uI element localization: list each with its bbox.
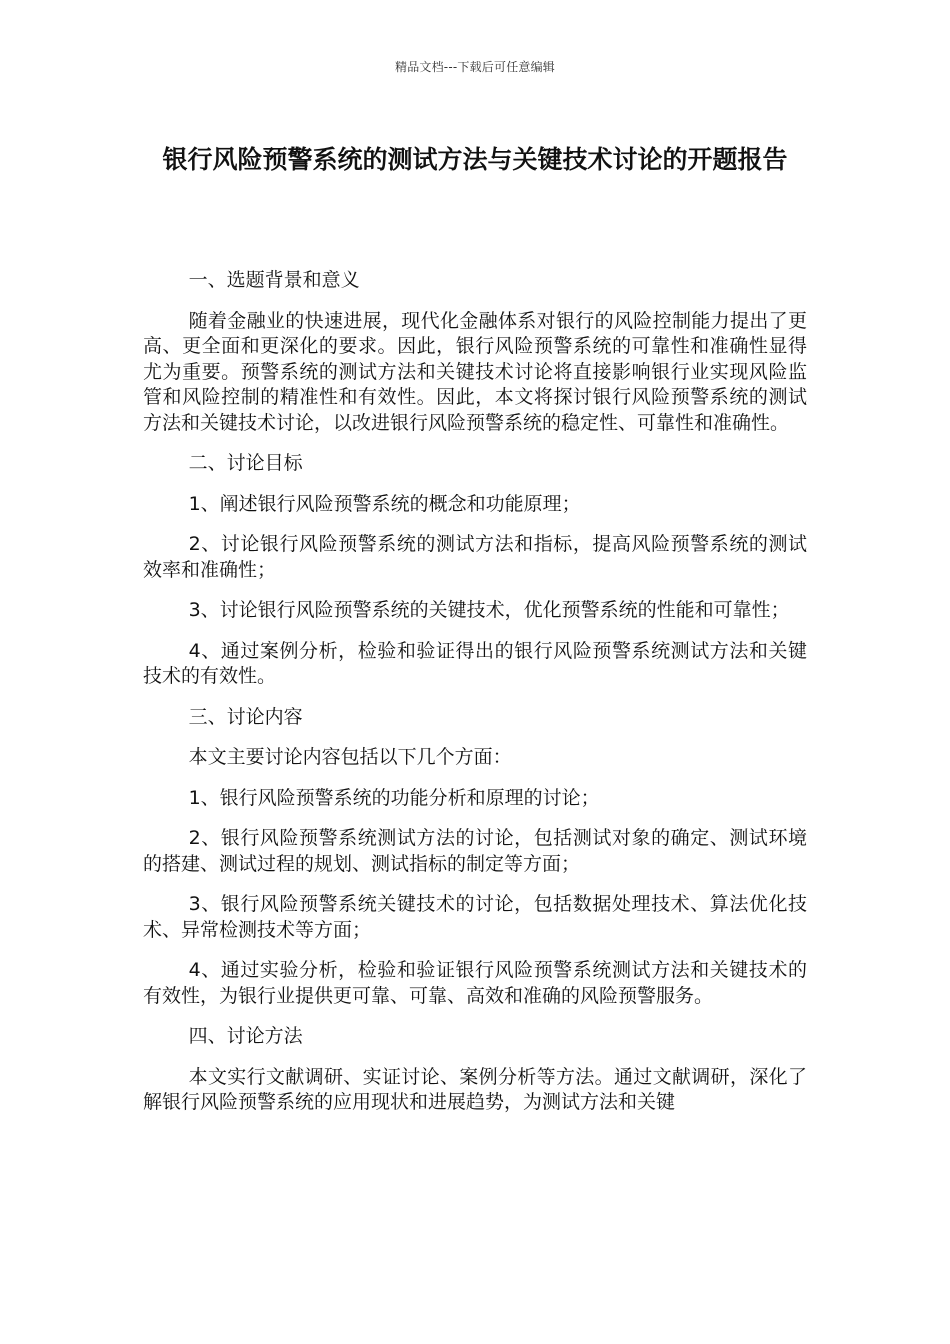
content-item: 3、银行风险预警系统关键技术的讨论，包括数据处理技术、算法优化技术、异常检测技术等方面；	[143, 893, 807, 941]
objective-item: 2、讨论银行风险预警系统的测试方法和指标，提高风险预警系统的测试效率和准确性；	[143, 533, 807, 581]
objective-item: 4、通过案例分析，检验和验证得出的银行风险预警系统测试方法和关键技术的有效性。	[143, 639, 807, 687]
header-note: 精品文档---下载后可任意编辑	[395, 60, 555, 74]
methods-paragraph: 本文实行文献调研、实证讨论、案例分析等方法。通过文献调研，深化了解银行风险预警系统的应用现状和进展趋势，为测试方法和关键	[143, 1065, 807, 1113]
content-item: 1、银行风险预警系统的功能分析和原理的讨论；	[188, 786, 600, 809]
section-heading-content: 三、讨论内容	[188, 705, 303, 728]
background-paragraph: 随着金融业的快速进展，现代化金融体系对银行的风险控制能力提出了更高、更全面和更深化的要求。因此，银行风险预警系统的可靠性和准确性显得尤为重要。预警系统的测试方法和关键技术讨论将直接影响银行业实现风险监管和风险控制的精准性和有效性。因此，本文将探讨银行风险预警系统的测试方法和关键技术讨论，以改进银行风险预警系统的稳定性、可靠性和准确性。	[143, 309, 807, 434]
content-intro: 本文主要讨论内容包括以下几个方面：	[188, 746, 512, 768]
section-heading-methods: 四、讨论方法	[188, 1025, 303, 1047]
document-title: 银行风险预警系统的测试方法与关键技术讨论的开题报告	[162, 145, 788, 174]
content-item: 2、银行风险预警系统测试方法的讨论，包括测试对象的确定、测试环境的搭建、测试过程的规划、测试指标的制定等方面；	[143, 827, 807, 875]
document-body	[143, 268, 807, 1131]
content-item: 4、通过实验分析，检验和验证银行风险预警系统测试方法和关键技术的有效性，为银行业提供更可靠、可靠、高效和准确的风险预警服务。	[143, 959, 807, 1007]
section-heading-objectives: 二、讨论目标	[188, 452, 303, 474]
objective-item: 3、讨论银行风险预警系统的关键技术，优化预警系统的性能和可靠性；	[188, 599, 790, 621]
section-heading-background: 一、选题背景和意义	[188, 269, 360, 291]
objective-item: 1、阐述银行风险预警系统的概念和功能原理；	[188, 492, 581, 515]
